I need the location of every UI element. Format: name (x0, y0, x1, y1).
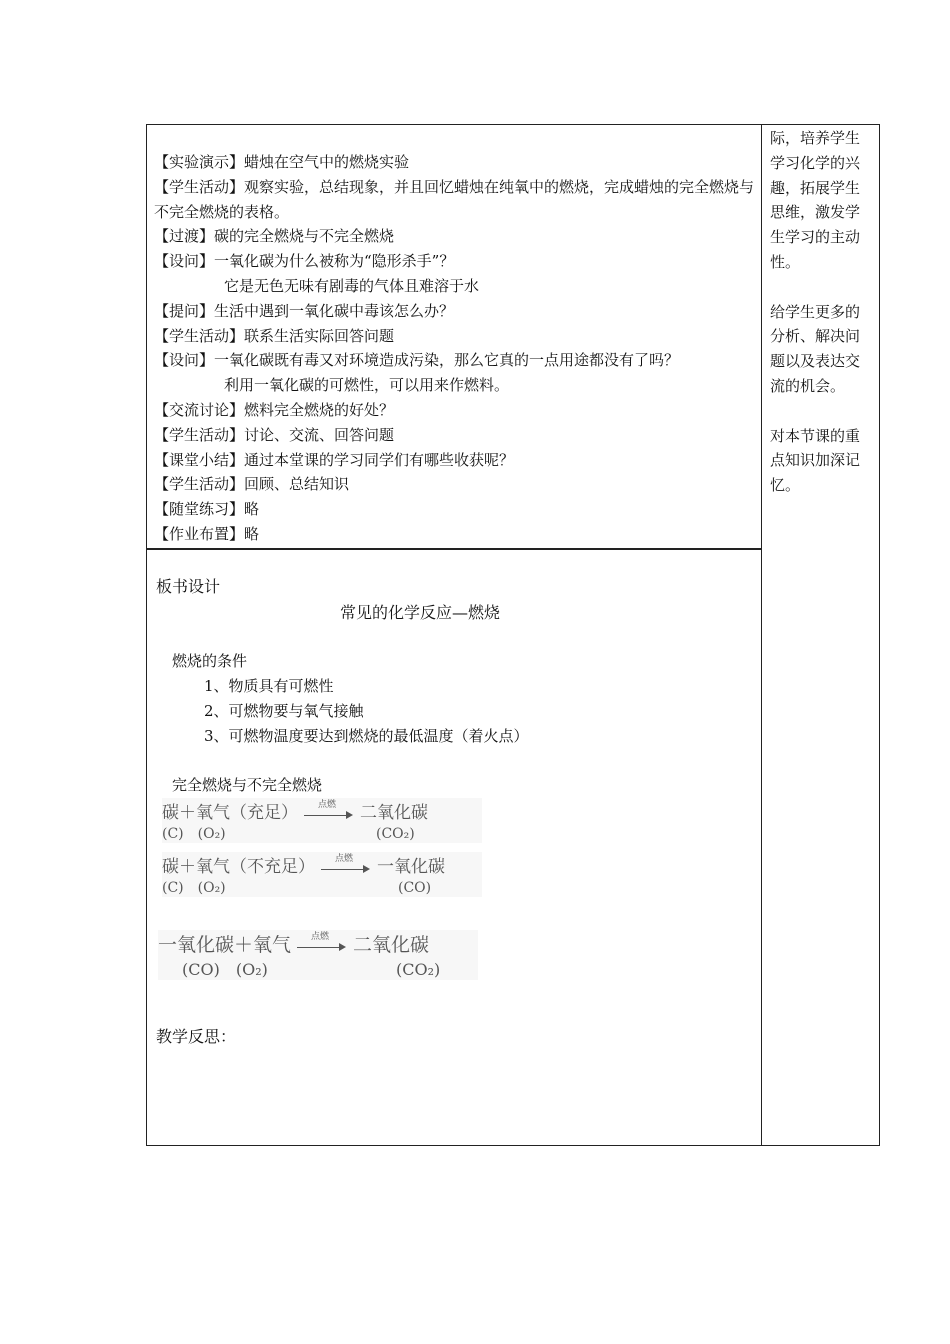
step-line: 【学生活动】联系生活实际回答问题 (154, 326, 395, 345)
section-divider (146, 548, 762, 550)
column-divider (761, 124, 762, 1146)
step-line: 【学生活动】回顾、总结知识 (154, 475, 350, 494)
reflection-label: 教学反思： (156, 1027, 237, 1046)
step-line: 它是无色无味有剧毒的气体且难溶于水 (224, 276, 480, 295)
condition-item: 1、物质具有可燃性 (204, 677, 334, 695)
note-paragraph: 给学生更多的分析、解决问题以及表达交流的机会。 (770, 302, 861, 395)
teaching-steps (154, 150, 756, 547)
reaction-arrow: 点燃 (297, 939, 347, 953)
step-line: 【学生活动】讨论、交流、回答问题 (154, 425, 395, 444)
design-notes (770, 126, 874, 523)
step-line: 【交流讨论】燃料完全燃烧的好处？ (154, 400, 395, 419)
reaction-arrow: 点燃 (304, 807, 354, 821)
note-paragraph: 际，培养学生学习化学的兴趣，拓展学生思维，激发学生学习的主动性。 (770, 129, 861, 271)
step-line: 【设问】一氧化碳既有毒又对环境造成污染，那么它真的一点用途都没有了吗？ (154, 351, 680, 370)
combustion-heading: 完全燃烧与不完全燃烧 (172, 776, 323, 794)
step-line: 【作业布置】略 (154, 524, 260, 543)
step-line: 【课堂小结】通过本堂课的学习同学们有哪些收获呢？ (154, 450, 515, 469)
step-line: 【随堂练习】略 (154, 500, 260, 519)
note-paragraph: 对本节课的重点知识加深记忆。 (770, 426, 861, 495)
step-line: 【实验演示】蜡烛在空气中的燃烧实验 (154, 153, 410, 171)
conditions-list (204, 674, 529, 748)
equation-image: 碳＋氧气（不充足） 点燃 一氧化碳 (C) (O₂) (CO) (162, 852, 482, 897)
step-line: 【过渡】碳的完全燃烧与不完全燃烧 (154, 227, 395, 246)
board-title: 常见的化学反应—燃烧 (340, 603, 501, 622)
step-line: 【学生活动】观察实验，总结现象，并且回忆蜡烛在纯氧中的燃烧，完成蜡烛的完全燃烧与不完全燃烧的表格。 (154, 177, 755, 221)
board-label: 板书设计 (156, 577, 221, 596)
equation-image: 碳＋氧气（充足） 点燃 二氧化碳 (C) (O₂) (CO₂) (162, 798, 482, 843)
equation-image: 一氧化碳＋氧气 点燃 二氧化碳 (CO) (O₂) (CO₂) (158, 930, 478, 980)
condition-item: 3、可燃物温度要达到燃烧的最低温度（着火点） (204, 726, 529, 745)
step-line: 【提问】生活中遇到一氧化碳中毒该怎么办？ (154, 301, 455, 320)
condition-item: 2、可燃物要与氧气接触 (204, 701, 364, 720)
step-line: 利用一氧化碳的可燃性，可以用来作燃料。 (224, 376, 510, 395)
reaction-arrow: 点燃 (321, 861, 371, 875)
step-line: 【设问】一氧化碳为什么被称为“隐形杀手”？ (154, 252, 455, 271)
conditions-heading: 燃烧的条件 (172, 652, 248, 670)
